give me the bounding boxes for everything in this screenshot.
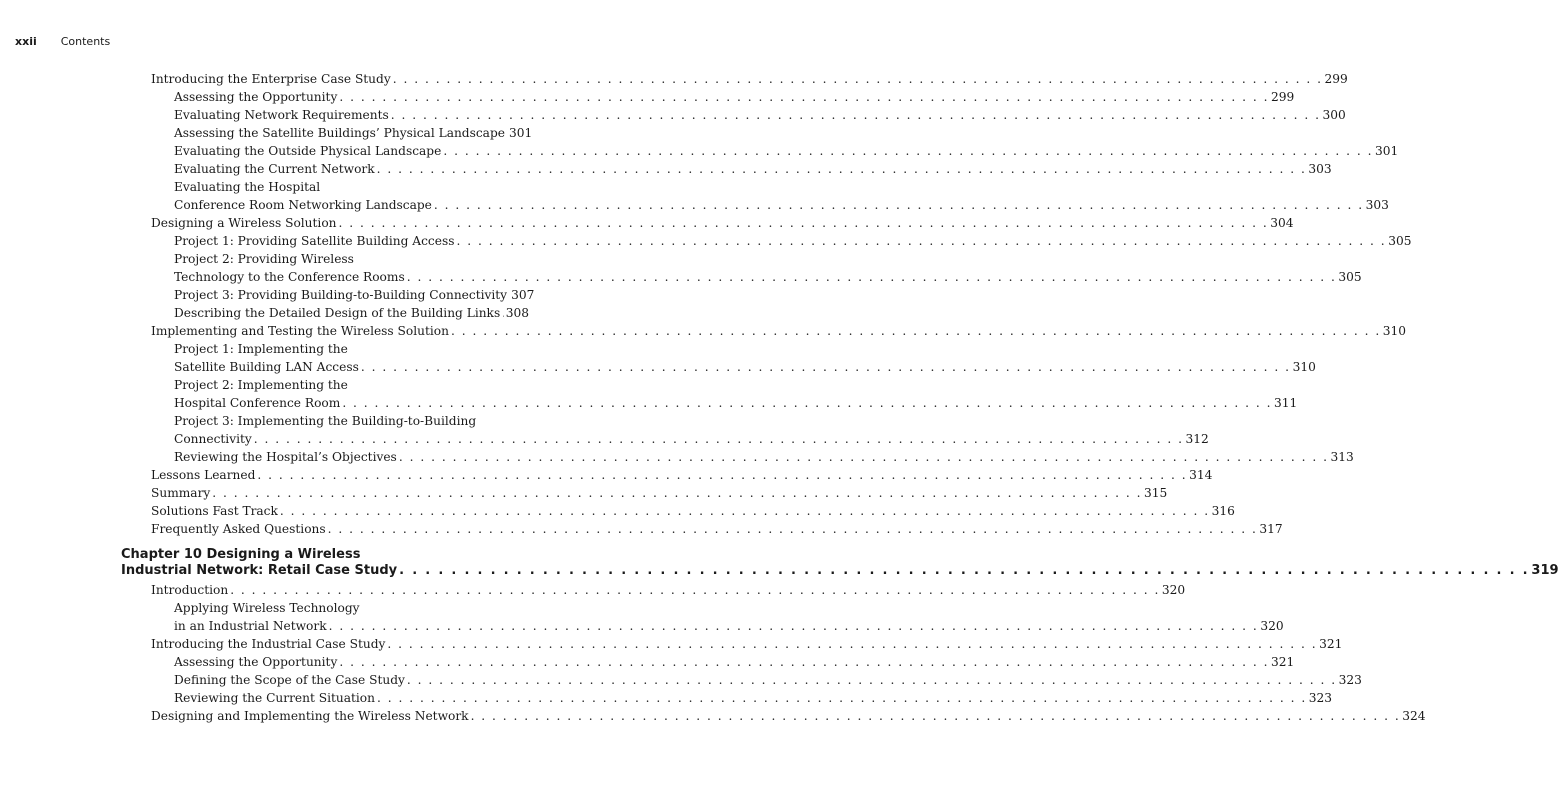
toc-entry-title: Evaluating Network Requirements <box>174 108 389 122</box>
toc-entry[interactable] <box>151 214 1294 232</box>
running-title: Contents <box>60 35 111 48</box>
dot-leader <box>339 88 1269 106</box>
toc-entry[interactable] <box>151 448 1354 466</box>
toc-entry[interactable] <box>151 250 1362 286</box>
toc-entry-page: 299 <box>1271 90 1295 104</box>
toc-entry-page: 323 <box>1308 691 1332 705</box>
dot-leader <box>212 484 1142 502</box>
toc-entry[interactable] <box>151 671 1362 689</box>
toc-entry-title: Evaluating the Current Network <box>174 162 375 176</box>
toc-entry-title: Satellite Building LAN Access <box>174 360 359 374</box>
toc-entry-title: Project 3: Providing Building-to-Building Connectivity <box>174 288 508 302</box>
toc-entry[interactable] <box>151 106 1346 124</box>
toc-block-chapter-10 <box>151 581 1426 725</box>
toc-entry-page: 312 <box>1185 432 1209 446</box>
toc-entry[interactable] <box>151 286 535 304</box>
toc-entry-title: Hospital Conference Room <box>174 396 341 410</box>
toc-entry[interactable] <box>151 412 1209 448</box>
dot-leader <box>393 70 1323 88</box>
toc-entry-title: Connectivity <box>174 432 252 446</box>
toc-entry-title-prefix: Applying Wireless Technology <box>174 601 360 615</box>
toc-entry[interactable] <box>151 178 1389 214</box>
toc-entry-title-prefix: Project 1: Implementing the <box>174 342 348 356</box>
chapter-title-line-2: Industrial Network: Retail Case Study <box>121 563 398 578</box>
toc-entry-title: Describing the Detailed Design of the Building Links <box>174 306 501 320</box>
toc-entry-page: 307 <box>511 288 535 302</box>
toc-entry-page: 323 <box>1338 673 1362 687</box>
toc-entry-title-prefix: Evaluating the Hospital <box>174 180 321 194</box>
toc-entry-page: 311 <box>1274 396 1298 410</box>
toc-entry-title: Technology to the Conference Rooms <box>174 270 405 284</box>
toc-entry[interactable] <box>151 635 1343 653</box>
toc-entry[interactable] <box>151 599 1284 635</box>
dot-leader <box>361 358 1291 376</box>
toc-entry-page: 305 <box>1338 270 1362 284</box>
toc-entry[interactable] <box>151 520 1283 538</box>
toc-entry-title: Assessing the Opportunity <box>174 655 338 669</box>
toc-entry-page: 310 <box>1292 360 1316 374</box>
dot-leader <box>329 617 1259 635</box>
toc-entry-title: Designing and Implementing the Wireless Network <box>151 709 469 723</box>
toc-entry[interactable] <box>151 502 1235 520</box>
toc-entry-page: 301 <box>508 126 533 140</box>
toc-entry[interactable] <box>151 142 1399 160</box>
toc-entry-title: Introduction <box>151 583 229 597</box>
toc-entry-title: Reviewing the Current Situation <box>174 691 375 705</box>
toc-entry-page: 300 <box>1322 108 1346 122</box>
toc-entry-page: 299 <box>1324 72 1348 86</box>
dot-leader <box>280 502 1210 520</box>
toc-entry-page: 301 <box>1375 144 1399 158</box>
toc-entry[interactable] <box>151 70 1348 88</box>
toc-entry-title-prefix: Project 2: Providing Wireless <box>174 252 354 266</box>
dot-leader <box>339 653 1269 671</box>
dot-leader <box>399 563 1529 579</box>
dot-leader <box>377 689 1307 707</box>
toc-entry-title-prefix: Project 2: Implementing the <box>174 378 348 392</box>
table-of-contents <box>121 70 1559 725</box>
chapter-title-line-1: Chapter 10 Designing a Wireless <box>121 547 361 562</box>
dot-leader <box>342 394 1272 412</box>
toc-entry[interactable] <box>151 340 1316 376</box>
toc-block-chapter-9 <box>151 70 1412 538</box>
dot-leader <box>328 520 1258 538</box>
dot-leader <box>257 466 1187 484</box>
toc-entry[interactable] <box>151 304 529 322</box>
toc-entry-page: 315 <box>1144 486 1168 500</box>
toc-entry[interactable] <box>151 707 1426 725</box>
toc-entry-title: Evaluating the Outside Physical Landscape <box>174 144 442 158</box>
toc-entry[interactable] <box>151 160 1332 178</box>
dot-leader <box>407 671 1337 689</box>
toc-entry[interactable] <box>151 232 1412 250</box>
dot-leader <box>254 430 1184 448</box>
toc-entry[interactable] <box>151 124 533 142</box>
dot-leader <box>399 448 1329 466</box>
toc-entry-page: 314 <box>1189 468 1213 482</box>
chapter-page-number: 319 <box>1531 563 1559 578</box>
toc-entry-page: 303 <box>1365 198 1389 212</box>
toc-entry-title: Introducing the Enterprise Case Study <box>151 72 391 86</box>
chapter-heading[interactable] <box>121 547 1559 579</box>
toc-entry[interactable] <box>151 322 1406 340</box>
toc-entry-title: Assessing the Satellite Buildings’ Physical Landscape <box>174 126 505 140</box>
toc-entry-page: 310 <box>1382 324 1406 338</box>
dot-leader <box>391 106 1321 124</box>
page-number: xxii <box>15 35 37 48</box>
toc-entry-title: Summary <box>151 486 211 500</box>
dot-leader <box>451 322 1381 340</box>
dot-leader <box>471 707 1401 725</box>
dot-leader <box>377 160 1307 178</box>
toc-entry-page: 317 <box>1259 522 1283 536</box>
toc-entry-title: Assessing the Opportunity <box>174 90 338 104</box>
toc-entry[interactable] <box>151 466 1213 484</box>
toc-entry[interactable] <box>151 376 1298 412</box>
toc-entry-title: Implementing and Testing the Wireless Solution <box>151 324 449 338</box>
toc-entry-page: 308 <box>505 306 529 320</box>
toc-entry[interactable] <box>151 88 1295 106</box>
dot-leader <box>443 142 1373 160</box>
toc-entry[interactable] <box>151 689 1332 707</box>
toc-entry-title: Conference Room Networking Landscape <box>174 198 432 212</box>
toc-entry-title-prefix: Project 3: Implementing the Building-to-Building <box>174 414 477 428</box>
toc-entry-title: Solutions Fast Track <box>151 504 278 518</box>
toc-entry-title: in an Industrial Network <box>174 619 327 633</box>
toc-entry-title: Introducing the Industrial Case Study <box>151 637 386 651</box>
toc-entry-page: 305 <box>1388 234 1412 248</box>
dot-leader <box>407 268 1337 286</box>
dot-leader <box>339 214 1269 232</box>
dot-leader <box>434 196 1364 214</box>
toc-entry-page: 321 <box>1271 655 1295 669</box>
toc-entry-page: 304 <box>1270 216 1294 230</box>
toc-entry-title: Frequently Asked Questions <box>151 522 326 536</box>
toc-entry-title: Reviewing the Hospital’s Objectives <box>174 450 397 464</box>
toc-entry-page: 320 <box>1161 583 1186 597</box>
dot-leader <box>230 581 1160 599</box>
toc-entry-title: Lessons Learned <box>151 468 256 482</box>
toc-entry-page: 316 <box>1211 504 1235 518</box>
toc-entry-page: 324 <box>1402 709 1426 723</box>
toc-entry[interactable] <box>151 653 1295 671</box>
toc-entry-page: 320 <box>1260 619 1284 633</box>
toc-entry-title: Designing a Wireless Solution <box>151 216 337 230</box>
dot-leader <box>456 232 1386 250</box>
toc-entry-page: 321 <box>1319 637 1343 651</box>
toc-entry-page: 313 <box>1330 450 1354 464</box>
toc-entry[interactable] <box>151 581 1186 599</box>
toc-entry[interactable] <box>151 484 1168 502</box>
dot-leader <box>387 635 1317 653</box>
toc-entry-page: 303 <box>1308 162 1332 176</box>
toc-entry-title: Defining the Scope of the Case Study <box>174 673 405 687</box>
page-header <box>15 35 110 48</box>
toc-entry-title: Project 1: Providing Satellite Building Access <box>174 234 455 248</box>
